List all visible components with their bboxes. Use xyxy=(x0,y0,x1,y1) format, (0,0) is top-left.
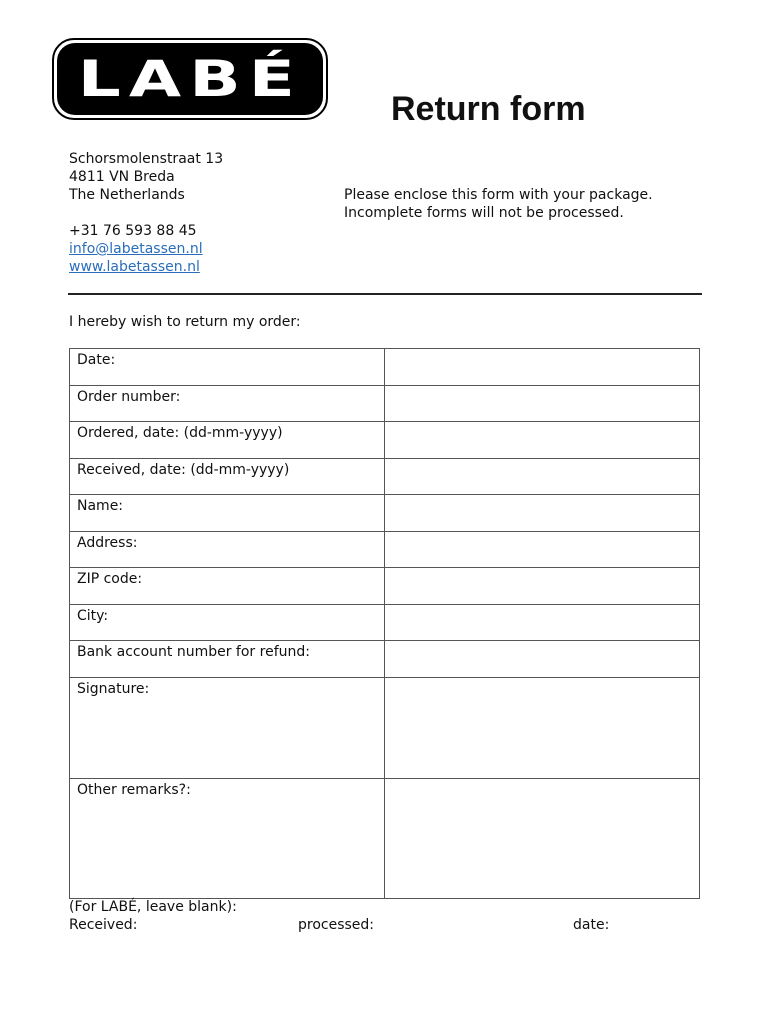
city-input-cell[interactable] xyxy=(385,605,700,641)
field-label: Other remarks?: xyxy=(70,779,385,899)
field-label: Received, date: (dd-mm-yyyy) xyxy=(70,459,385,495)
labe-logo xyxy=(52,38,328,120)
address-country: The Netherlands xyxy=(69,187,185,203)
field-label: Name: xyxy=(70,495,385,532)
form-row-received-date xyxy=(70,459,700,495)
form-row-other-remarks xyxy=(70,779,700,899)
ordered-date-input-cell[interactable] xyxy=(385,422,700,459)
received-label: Received: xyxy=(69,917,138,933)
instructions-line-2: Incomplete forms will not be processed. xyxy=(344,205,624,221)
field-label: Address: xyxy=(70,532,385,568)
form-row-order-number xyxy=(70,386,700,422)
field-label: Bank account number for refund: xyxy=(70,641,385,678)
return-form-table xyxy=(69,348,700,899)
form-row-zip-code xyxy=(70,568,700,605)
field-label: ZIP code: xyxy=(70,568,385,605)
field-label: Date: xyxy=(70,349,385,386)
form-row-signature xyxy=(70,678,700,779)
logo-text: LABÉ xyxy=(77,50,303,108)
address-phone: +31 76 593 88 45 xyxy=(69,223,197,239)
form-row-date xyxy=(70,349,700,386)
email-link[interactable]: info@labetassen.nl xyxy=(69,241,203,257)
form-row-address xyxy=(70,532,700,568)
bank-account-input-cell[interactable] xyxy=(385,641,700,678)
field-label: Order number: xyxy=(70,386,385,422)
form-row-name xyxy=(70,495,700,532)
instructions-line-1: Please enclose this form with your package. xyxy=(344,187,653,203)
order-number-input-cell[interactable] xyxy=(385,386,700,422)
address-city: 4811 VN Breda xyxy=(69,169,175,185)
field-label: Signature: xyxy=(70,678,385,779)
website-link[interactable]: www.labetassen.nl xyxy=(69,259,200,275)
address-input-cell[interactable] xyxy=(385,532,700,568)
signature-input-cell[interactable] xyxy=(385,678,700,779)
intro-text: I hereby wish to return my order: xyxy=(69,314,301,330)
logo-badge xyxy=(57,43,323,115)
field-label: City: xyxy=(70,605,385,641)
form-row-city xyxy=(70,605,700,641)
date-input-cell[interactable] xyxy=(385,349,700,386)
processed-label: processed: xyxy=(298,917,375,933)
name-input-cell[interactable] xyxy=(385,495,700,532)
company-address xyxy=(69,150,223,276)
form-row-bank-account xyxy=(70,641,700,678)
field-label: Ordered, date: (dd-mm-yyyy) xyxy=(70,422,385,459)
received-date-input-cell[interactable] xyxy=(385,459,700,495)
address-street: Schorsmolenstraat 13 xyxy=(69,151,224,167)
page-title: Return form xyxy=(391,90,586,128)
date-label: date: xyxy=(573,917,610,933)
office-use-note: (For LABÉ, leave blank): xyxy=(69,899,237,915)
form-row-ordered-date xyxy=(70,422,700,459)
other-remarks-input-cell[interactable] xyxy=(385,779,700,899)
divider xyxy=(68,293,702,295)
instructions xyxy=(344,186,653,222)
zip-code-input-cell[interactable] xyxy=(385,568,700,605)
